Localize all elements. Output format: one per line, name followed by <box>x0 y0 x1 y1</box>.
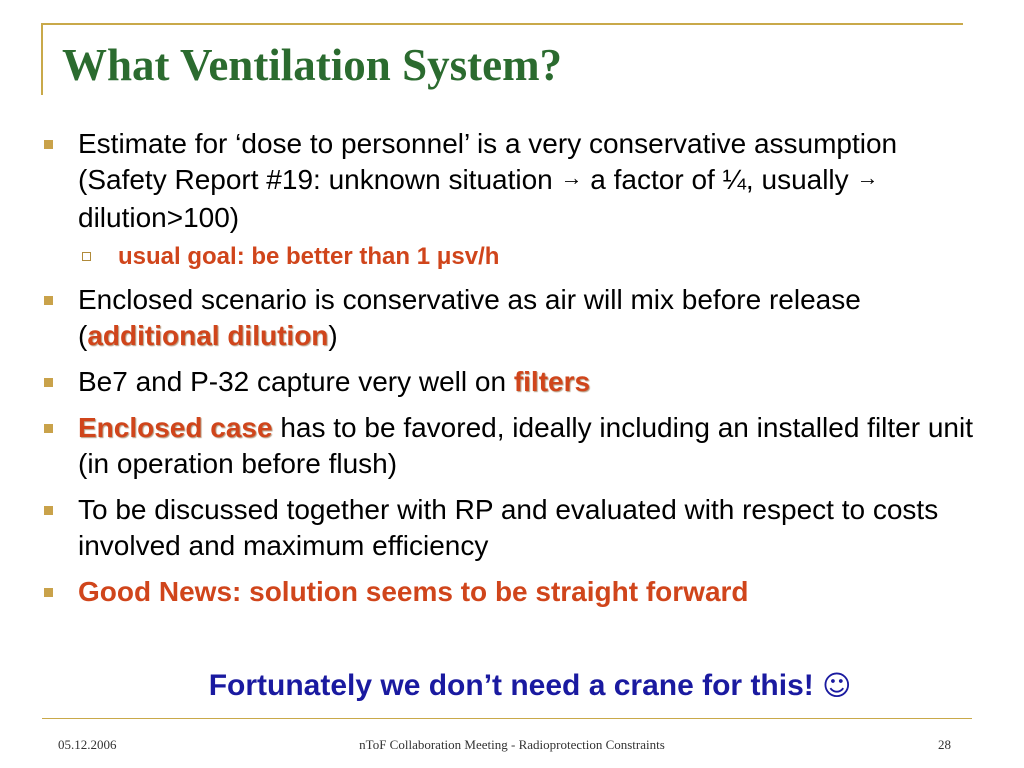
bullet-text: dilution>100) <box>78 202 240 233</box>
page-number: 28 <box>938 737 951 752</box>
bullet-item-good-news <box>40 574 990 610</box>
bullet-text: ) <box>328 320 338 351</box>
title-rule-left <box>41 23 43 95</box>
square-bullet-icon <box>44 588 53 597</box>
bullet-text: Estimate for ‘dose to personnel’ is a very conservative assumption (Safety Report #19: unknown situation <box>78 128 898 195</box>
bullet-text: Good News: solution seems to be straight forward <box>78 576 749 607</box>
bullet-text: Enclosed scenario is conservative as air will mix before release ( <box>78 284 861 351</box>
bullet-list <box>40 126 990 620</box>
square-bullet-icon <box>44 140 53 149</box>
footer-rule <box>42 718 972 719</box>
highlight-text: Enclosed case <box>78 412 273 443</box>
bullet-text: has to be favored, ideally including an installed filter unit (in operation before flush) <box>78 412 973 479</box>
footer-title: nToF Collaboration Meeting - Radioprotection Constraints <box>359 737 665 752</box>
bullet-text: a factor of ¼, usually <box>582 164 857 195</box>
smiley-icon: ☺ <box>822 669 852 702</box>
right-arrow-icon: → <box>560 165 583 190</box>
footer-date: 05.12.2006 <box>58 737 117 752</box>
page-title: What Ventilation System? <box>62 40 563 90</box>
hollow-square-bullet-icon <box>82 252 91 261</box>
highlight-text: filters <box>513 366 591 397</box>
bullet-item-filters <box>40 364 990 400</box>
highlight-text: additional dilution <box>87 320 329 351</box>
square-bullet-icon <box>44 506 53 515</box>
closing-text: Fortunately we don’t need a crane for this! <box>208 669 823 702</box>
bullet-text: To be discussed together with RP and evaluated with respect to costs involved and maximum efficiency <box>78 494 939 561</box>
square-bullet-icon <box>44 378 53 387</box>
square-bullet-icon <box>44 424 53 433</box>
bullet-item-dose-estimate <box>40 126 990 236</box>
sub-bullet-item-usual-goal <box>40 242 990 272</box>
bullet-item-enclosed-case <box>40 410 990 482</box>
title-rule-top <box>41 23 963 25</box>
bullet-text: Be7 and P-32 capture very well on <box>78 366 514 397</box>
closing-statement <box>0 669 1024 703</box>
right-arrow-icon: → <box>856 165 879 190</box>
bullet-item-enclosed-scenario <box>40 282 990 354</box>
sub-bullet-text: usual goal: be better than 1 μsv/h <box>118 243 500 270</box>
square-bullet-icon <box>44 296 53 305</box>
bullet-item-to-be-discussed <box>40 492 990 564</box>
